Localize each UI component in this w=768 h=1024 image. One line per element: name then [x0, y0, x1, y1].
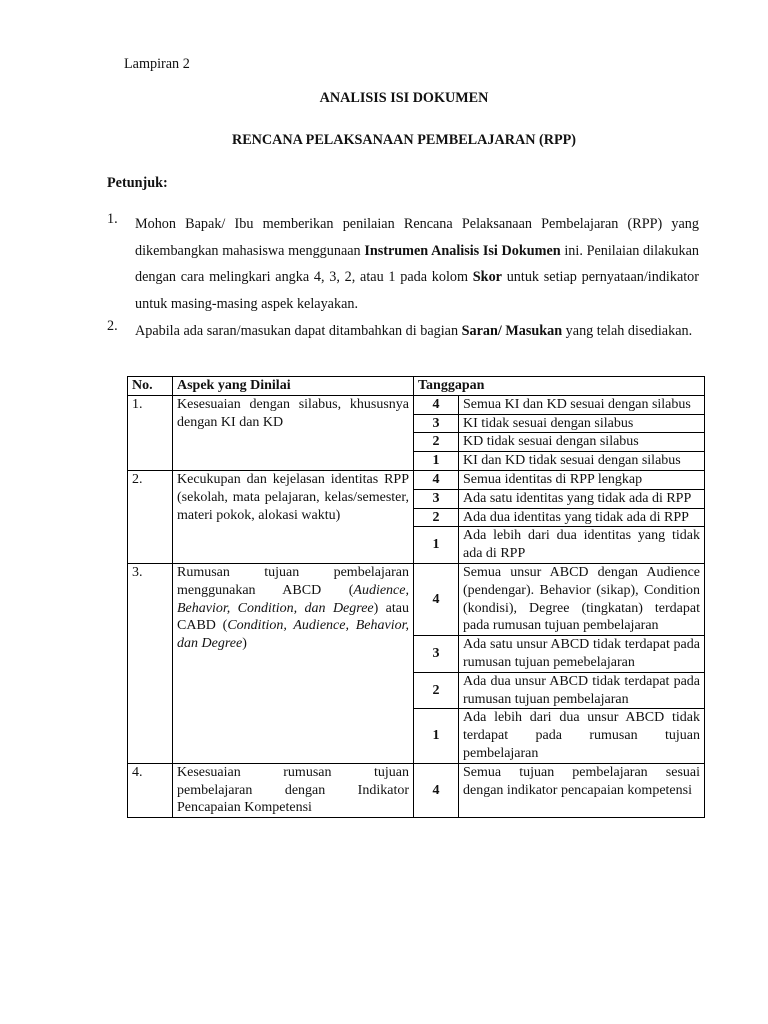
row-number: 2.	[128, 470, 173, 563]
aspect-cell: Kesesuaian dengan silabus, khususnya dengan KI dan KD	[173, 395, 414, 470]
response-cell: Ada lebih dari dua identitas yang tidak ada di RPP	[459, 527, 705, 564]
score-cell: 3	[414, 489, 459, 508]
response-cell: Semua tujuan pembelajaran sesuai dengan indikator pencapaian kompetensi	[459, 763, 705, 817]
text-run-italic: Condition, Audience, Behavior, dan Degree	[177, 618, 409, 652]
score-cell: 2	[414, 433, 459, 452]
text-run: Mohon Bapak/ Ibu memberikan penilaian Rencana Pelaksanaan Pembelajaran (RPP) yang dikembangkan mahasiswa menggunaan	[135, 216, 699, 259]
text-run: Apabila ada saran/masukan dapat ditambahkan di bagian	[135, 323, 462, 339]
text-run: )	[242, 636, 247, 652]
instruction-text	[135, 318, 699, 345]
row-number: 1.	[128, 395, 173, 470]
table-row	[128, 563, 705, 635]
response-cell: Ada lebih dari dua unsur ABCD tidak terdapat pada rumusan tujuan pembelajaran	[459, 709, 705, 763]
score-cell: 3	[414, 636, 459, 673]
instruction-number: 2.	[107, 318, 118, 334]
text-run: ini. Penilaian dilakukan dengan cara melingkari angka 4, 3, 2, atau 1 pada kolom	[135, 242, 699, 285]
text-run-bold: Saran/ Masukan	[461, 323, 563, 339]
text-run: Rumusan tujuan pembelajaran menggunakan ABCD (	[177, 564, 409, 598]
aspect-cell: Kesesuaian rumusan tujuan pembelajaran dengan Indikator Pencapaian Kompetensi	[173, 763, 414, 817]
text-run-bold: Instrumen Analisis Isi Dokumen	[364, 242, 561, 259]
response-cell: KD tidak sesuai dengan silabus	[459, 433, 705, 452]
row-number: 4.	[128, 763, 173, 817]
table-row	[128, 395, 705, 414]
score-cell: 4	[414, 395, 459, 414]
document-title: ANALISIS ISI DOKUMEN	[319, 90, 489, 106]
score-cell: 2	[414, 672, 459, 709]
header-no: No.	[128, 377, 173, 396]
table-row	[128, 470, 705, 489]
row-number: 3.	[128, 563, 173, 763]
score-cell: 4	[414, 470, 459, 489]
text-run: yang telah disediakan.	[562, 323, 693, 339]
text-run-italic: Audience, Behavior, Condition, dan Degree	[177, 582, 409, 616]
table-row	[128, 763, 705, 817]
text-run: ) atau CABD (	[177, 600, 409, 634]
response-cell: Ada satu unsur ABCD tidak terdapat pada rumusan tujuan pemebelajaran	[459, 636, 705, 673]
aspect-cell	[173, 563, 414, 763]
table-header-row	[128, 377, 705, 396]
score-cell: 1	[414, 452, 459, 471]
text-run: untuk setiap pernyataan/indikator untuk masing-masing aspek kelayakan.	[135, 269, 700, 312]
score-cell: 1	[414, 527, 459, 564]
instruction-item	[107, 211, 699, 317]
header-aspek: Aspek yang Dinilai	[173, 377, 414, 396]
aspect-cell: Kecukupan dan kejelasan identitas RPP (sekolah, mata pelajaran, kelas/semester, materi pokok, alokasi waktu)	[173, 470, 414, 563]
score-cell: 1	[414, 709, 459, 763]
document-subtitle: RENCANA PELAKSANAAN PEMBELAJARAN (RPP)	[231, 132, 577, 148]
response-cell: KI tidak sesuai dengan silabus	[459, 414, 705, 433]
response-cell: Ada dua unsur ABCD tidak terdapat pada rumusan tujuan pembelajaran	[459, 672, 705, 709]
instruction-text	[135, 211, 699, 317]
response-cell: Semua KI dan KD sesuai dengan silabus	[459, 395, 705, 414]
response-cell: Ada satu identitas yang tidak ada di RPP	[459, 489, 705, 508]
score-cell: 2	[414, 508, 459, 527]
response-cell: Semua identitas di RPP lengkap	[459, 470, 705, 489]
score-cell: 3	[414, 414, 459, 433]
header-tanggapan: Tanggapan	[414, 377, 705, 396]
lampiran-label: Lampiran 2	[124, 56, 190, 72]
response-cell: Semua unsur ABCD dengan Audience (pendengar). Behavior (sikap), Condition (kondisi), Degree (tingkatan) terdapat pada rumusan tujuan pembelajaran	[459, 563, 705, 635]
instruction-item	[107, 318, 699, 345]
assessment-table	[127, 376, 705, 818]
response-cell: KI dan KD tidak sesuai dengan silabus	[459, 452, 705, 471]
score-cell: 4	[414, 563, 459, 635]
text-run-bold: Skor	[472, 269, 502, 285]
score-cell: 4	[414, 763, 459, 817]
instruction-number: 1.	[107, 211, 118, 227]
response-cell: Ada dua identitas yang tidak ada di RPP	[459, 508, 705, 527]
petunjuk-heading: Petunjuk:	[107, 175, 168, 191]
